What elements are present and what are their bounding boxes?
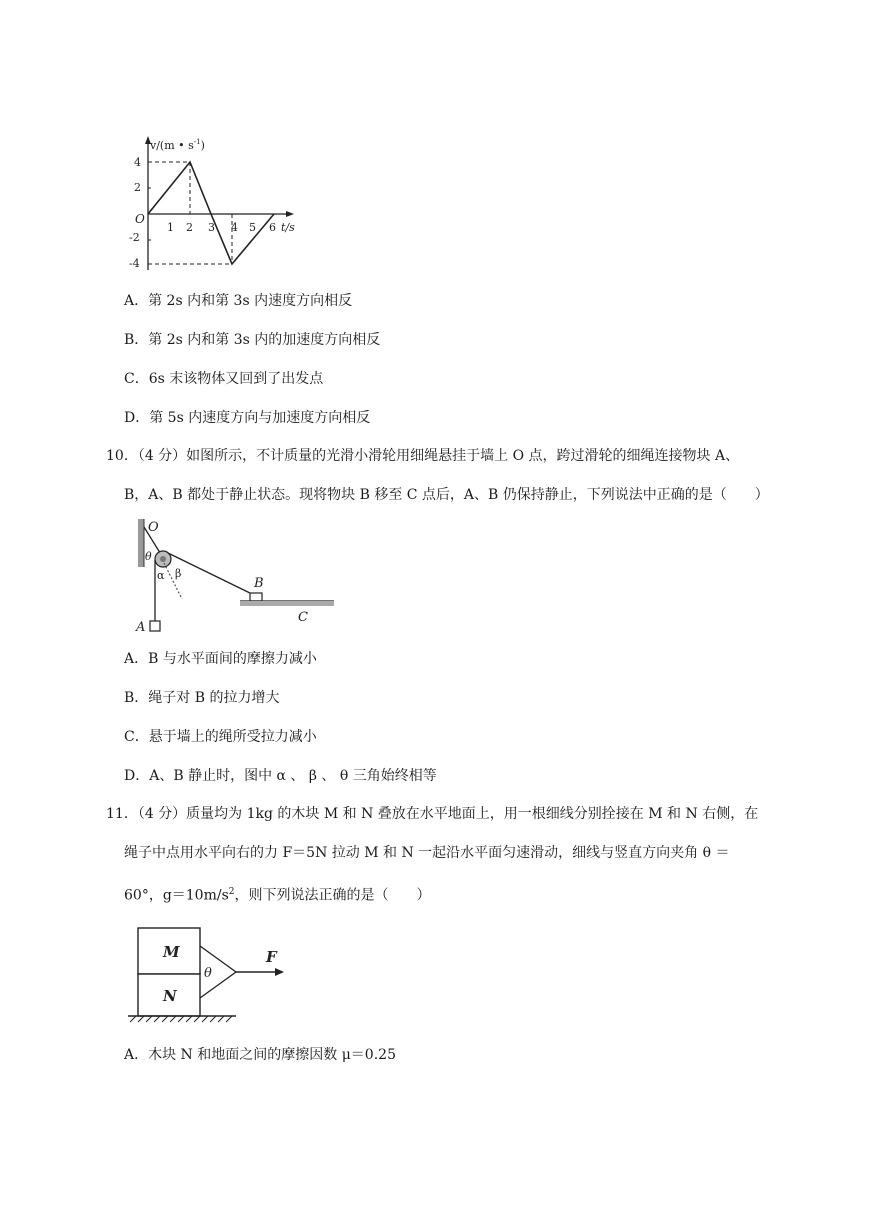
y-tick-label: -4 <box>129 257 140 270</box>
label-m: M <box>163 943 180 961</box>
q11-option-a: A．木块 N 和地面之间的摩擦因数 μ＝0.25 <box>124 1047 396 1063</box>
q10-stem-line1: 10．（4 分）如图所示，不计质量的光滑小滑轮用细绳悬挂于墙上 O 点，跨过滑轮的细绳连接物块 A、 <box>106 448 740 464</box>
velocity-curve <box>148 162 274 264</box>
q10-option-a: A．B 与水平面间的摩擦力减小 <box>124 651 317 667</box>
x-tick-label: 3 <box>208 221 215 234</box>
stacked-blocks-figure <box>126 922 291 1027</box>
q9-option-b: B．第 2s 内和第 3s 内的加速度方向相反 <box>124 332 381 348</box>
x-tick-label: 2 <box>186 221 193 234</box>
label-theta: θ <box>204 966 212 981</box>
velocity-time-graph <box>120 130 300 275</box>
label-o: O <box>148 520 159 535</box>
pulley-axle <box>160 556 166 562</box>
x-axis-arrow <box>286 211 294 217</box>
ground-hatch <box>130 1016 232 1022</box>
y-tick-label: 4 <box>134 156 141 169</box>
q9-option-c: C．6s 末该物体又回到了出发点 <box>124 371 324 387</box>
y-axis-label: v/(m • $s^{-1}$) <box>150 138 205 152</box>
block-b <box>250 593 262 601</box>
x-tick-label: 5 <box>249 221 256 234</box>
q9-option-a: A．第 2s 内和第 3s 内速度方向相反 <box>124 293 353 309</box>
label-c: C <box>298 610 308 625</box>
origin-label: O <box>135 212 145 226</box>
q11-stem-line1: 11．（4 分）质量均为 1kg 的木块 M 和 N 叠放在水平地面上，用一根细线分别拴接在 M 和 N 右侧，在 <box>106 806 759 822</box>
label-theta: θ <box>145 550 152 563</box>
block-a <box>150 621 160 631</box>
q11-stem-line2: 绳子中点用水平向右的力 F＝5N 拉动 M 和 N 一起沿水平面匀速滑动，细线与竖直方向夹角 θ ＝ <box>124 845 730 861</box>
x-axis-label: t/s <box>281 221 295 234</box>
y-tick-label: -2 <box>129 231 140 244</box>
q10-option-c: C．悬于墙上的绳所受拉力减小 <box>124 729 317 745</box>
q9-option-d: D．第 5s 内速度方向与加速度方向相反 <box>124 410 371 426</box>
pulley-figure <box>132 515 342 635</box>
x-tick-label: 1 <box>167 221 174 234</box>
x-tick-label: 4 <box>231 221 238 234</box>
q11-stem-line3: 60°，$g=10m/s^2$，则下列说法正确的是（ ） <box>124 887 431 904</box>
label-n: N <box>163 987 177 1005</box>
label-f: F <box>266 948 277 966</box>
q10-option-d: D．A、B 静止时，图中 α 、 β 、 θ 三角始终相等 <box>124 768 437 784</box>
y-tick-label: 2 <box>134 181 141 194</box>
q10-option-b: B．绳子对 B 的拉力增大 <box>124 690 280 706</box>
wall <box>138 519 144 567</box>
label-alpha: α <box>157 569 165 582</box>
force-arrowhead <box>275 968 284 976</box>
label-a: A <box>136 620 146 635</box>
ground-hatch <box>240 601 334 606</box>
label-b: B <box>254 576 264 591</box>
x-tick-label: 6 <box>269 221 276 234</box>
q10-stem-line2: B，A、B 都处于静止状态。现将物块 B 移至 C 点后，A、B 仍保持静止，下列说法中正确的是（ ） <box>124 487 769 503</box>
label-beta: β <box>175 567 182 580</box>
